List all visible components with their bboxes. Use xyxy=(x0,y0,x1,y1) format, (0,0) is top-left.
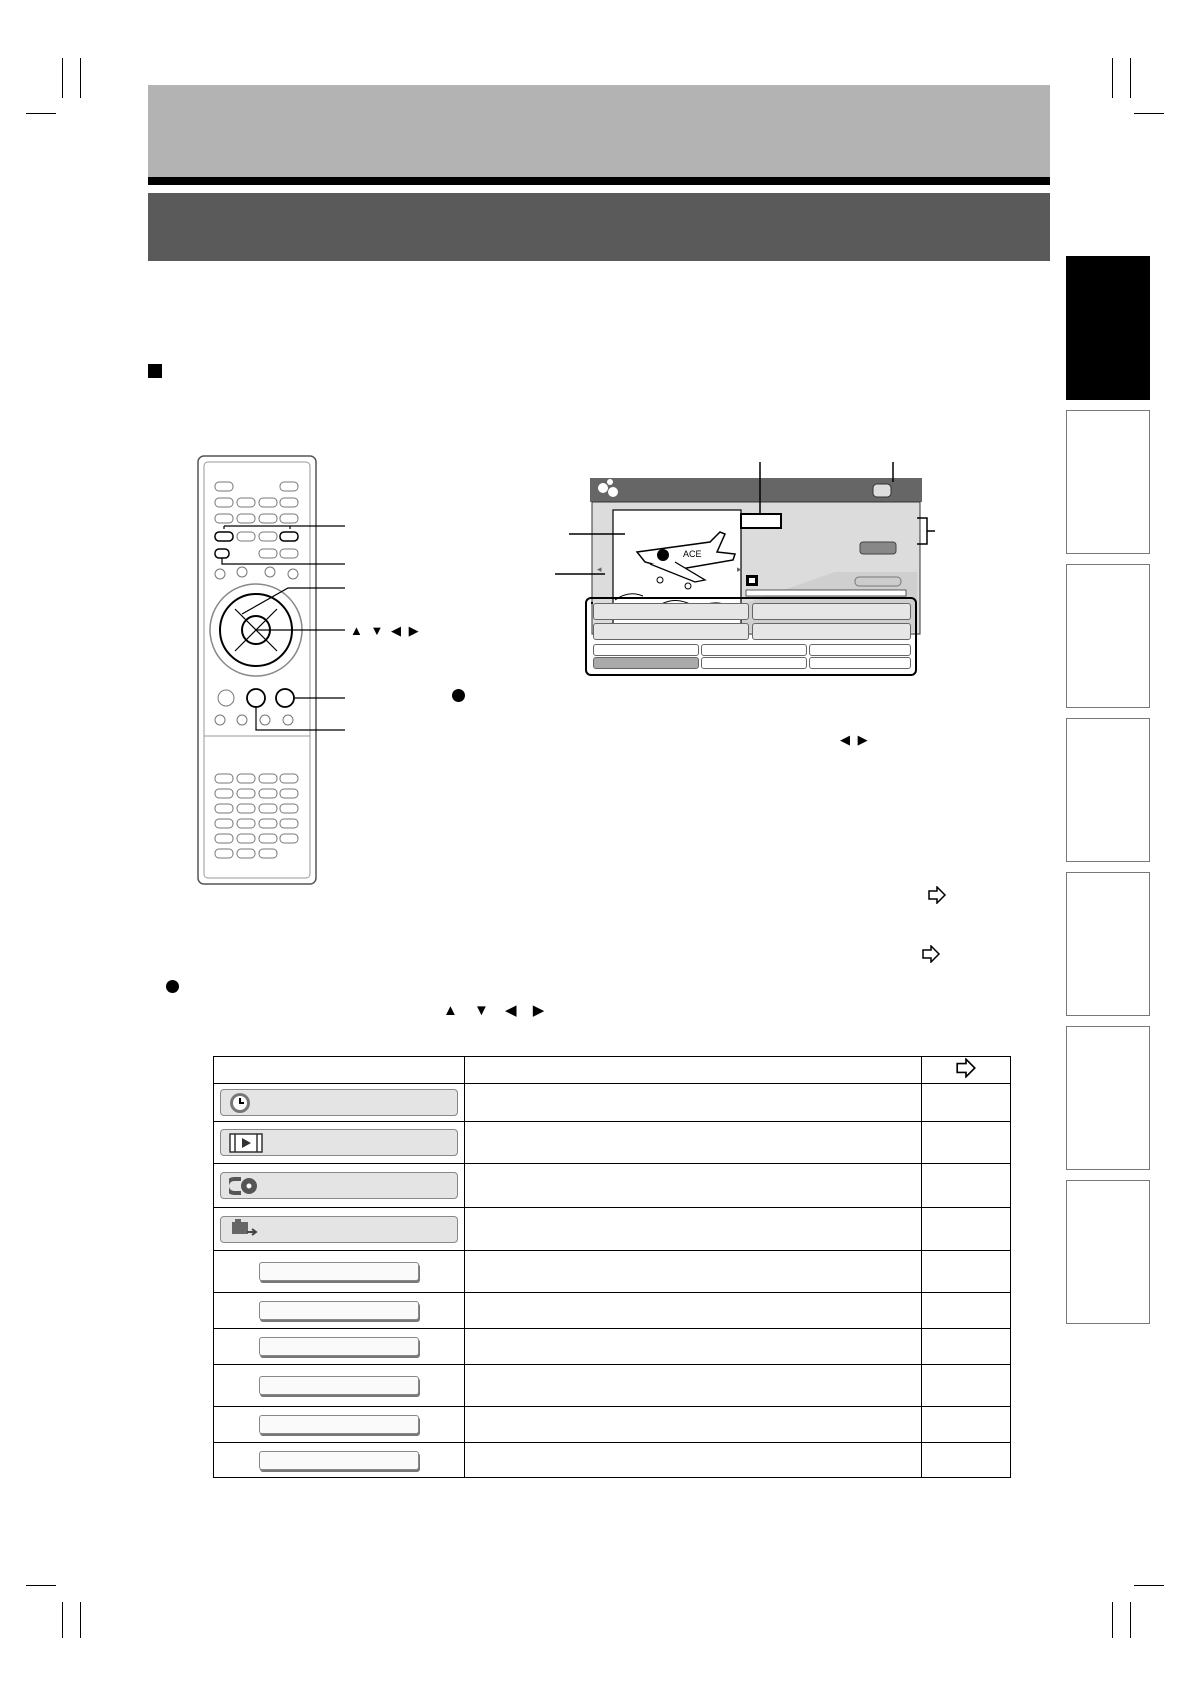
table-cell xyxy=(922,1329,1011,1365)
left-right-arrows-label: ◀ ▶ xyxy=(840,732,870,747)
table-cell xyxy=(465,1407,922,1443)
svg-text:◂: ◂ xyxy=(597,564,602,574)
play-menu-button xyxy=(220,1129,458,1156)
side-tab[interactable] xyxy=(1066,718,1150,862)
osd-button-timer xyxy=(593,603,749,620)
disc-copy-icon xyxy=(229,1175,259,1197)
osd-small-button xyxy=(701,644,807,656)
table-cell xyxy=(922,1208,1011,1251)
table-cell xyxy=(465,1443,922,1478)
table-cell xyxy=(922,1293,1011,1329)
table-cell xyxy=(465,1329,922,1365)
crop-mark xyxy=(1130,58,1131,98)
osd-button-play xyxy=(752,603,911,620)
header-bar-dark xyxy=(148,193,1050,261)
round-bullet-icon xyxy=(166,980,179,993)
crop-mark xyxy=(62,58,63,98)
header-divider xyxy=(148,177,1050,185)
osd-menu-panel xyxy=(585,597,917,676)
arrow-keys-label: ▲ ▼ ◀ ▶ xyxy=(350,623,421,638)
table-header-cell xyxy=(465,1057,922,1084)
table-cell xyxy=(214,1164,465,1208)
reference-arrow-icon xyxy=(927,886,947,904)
submenu-button xyxy=(259,1376,419,1395)
table-cell xyxy=(214,1122,465,1164)
table-cell xyxy=(465,1251,922,1293)
crop-mark xyxy=(26,1585,56,1586)
table-row xyxy=(214,1365,1011,1407)
osd-small-button-selected xyxy=(593,657,699,669)
table-cell xyxy=(922,1122,1011,1164)
menu-items-table xyxy=(213,1056,1011,1478)
remote-control-illustration xyxy=(190,452,430,892)
table-row xyxy=(214,1084,1011,1122)
table-cell xyxy=(465,1208,922,1251)
timer-menu-button xyxy=(220,1089,458,1116)
table-cell xyxy=(922,1365,1011,1407)
submenu-button xyxy=(259,1415,419,1434)
table-cell xyxy=(465,1365,922,1407)
osd-button-camera xyxy=(752,623,911,640)
reference-arrow-icon xyxy=(921,945,941,963)
table-cell xyxy=(922,1251,1011,1293)
table-cell xyxy=(465,1164,922,1208)
submenu-button xyxy=(259,1262,419,1281)
table-cell xyxy=(214,1251,465,1293)
reference-arrow-icon xyxy=(955,1058,977,1078)
side-tab[interactable] xyxy=(1066,872,1150,1016)
crop-mark xyxy=(80,1602,81,1638)
crop-mark xyxy=(1134,113,1164,114)
svg-text:▸: ▸ xyxy=(737,564,742,574)
table-header-cell xyxy=(922,1057,1011,1084)
crop-mark xyxy=(1134,1585,1164,1586)
submenu-button xyxy=(259,1451,419,1470)
table-cell xyxy=(465,1084,922,1122)
table-header-row xyxy=(214,1057,1011,1084)
crop-mark xyxy=(26,113,56,114)
round-bullet-icon xyxy=(452,689,465,702)
film-play-icon xyxy=(229,1132,263,1154)
table-cell xyxy=(922,1407,1011,1443)
table-row xyxy=(214,1164,1011,1208)
side-tab[interactable] xyxy=(1066,410,1150,554)
camera-export-icon xyxy=(229,1218,259,1240)
table-row xyxy=(214,1329,1011,1365)
table-cell xyxy=(465,1293,922,1329)
submenu-button xyxy=(259,1301,419,1320)
osd-small-button xyxy=(701,657,807,669)
section-bullet-icon xyxy=(148,364,162,378)
table-row xyxy=(214,1407,1011,1443)
side-tab[interactable] xyxy=(1066,564,1150,708)
crop-mark xyxy=(62,1602,63,1638)
table-cell xyxy=(922,1084,1011,1122)
table-cell xyxy=(214,1365,465,1407)
table-cell xyxy=(922,1443,1011,1478)
table-cell xyxy=(214,1084,465,1122)
side-tab[interactable] xyxy=(1066,1026,1150,1170)
osd-button-dubbing xyxy=(593,623,749,640)
crop-mark xyxy=(1130,1602,1131,1638)
header-bar-light xyxy=(148,85,1050,177)
table-row xyxy=(214,1443,1011,1478)
thumbnail-plane-label: ACE xyxy=(683,549,702,559)
osd-small-button xyxy=(809,657,911,669)
table-cell xyxy=(465,1122,922,1164)
table-cell xyxy=(214,1443,465,1478)
table-row xyxy=(214,1122,1011,1164)
table-cell xyxy=(214,1407,465,1443)
side-tab[interactable] xyxy=(1066,1180,1150,1324)
osd-small-button xyxy=(593,644,699,656)
crop-mark xyxy=(80,58,81,98)
side-tab-active[interactable] xyxy=(1066,256,1150,400)
crop-mark xyxy=(1112,58,1113,98)
camera-export-menu-button xyxy=(220,1216,458,1243)
clock-icon xyxy=(229,1092,251,1114)
table-cell xyxy=(922,1164,1011,1208)
table-row xyxy=(214,1208,1011,1251)
table-header-cell xyxy=(214,1057,465,1084)
table-cell xyxy=(214,1208,465,1251)
table-cell xyxy=(214,1329,465,1365)
table-cell xyxy=(214,1293,465,1329)
table-row xyxy=(214,1251,1011,1293)
table-row xyxy=(214,1293,1011,1329)
osd-small-button xyxy=(809,644,911,656)
crop-mark xyxy=(1112,1602,1113,1638)
submenu-button xyxy=(259,1337,419,1356)
dubbing-menu-button xyxy=(220,1172,458,1199)
arrow-keys-label: ▲ ▼ ◀ ▶ xyxy=(443,1002,551,1019)
